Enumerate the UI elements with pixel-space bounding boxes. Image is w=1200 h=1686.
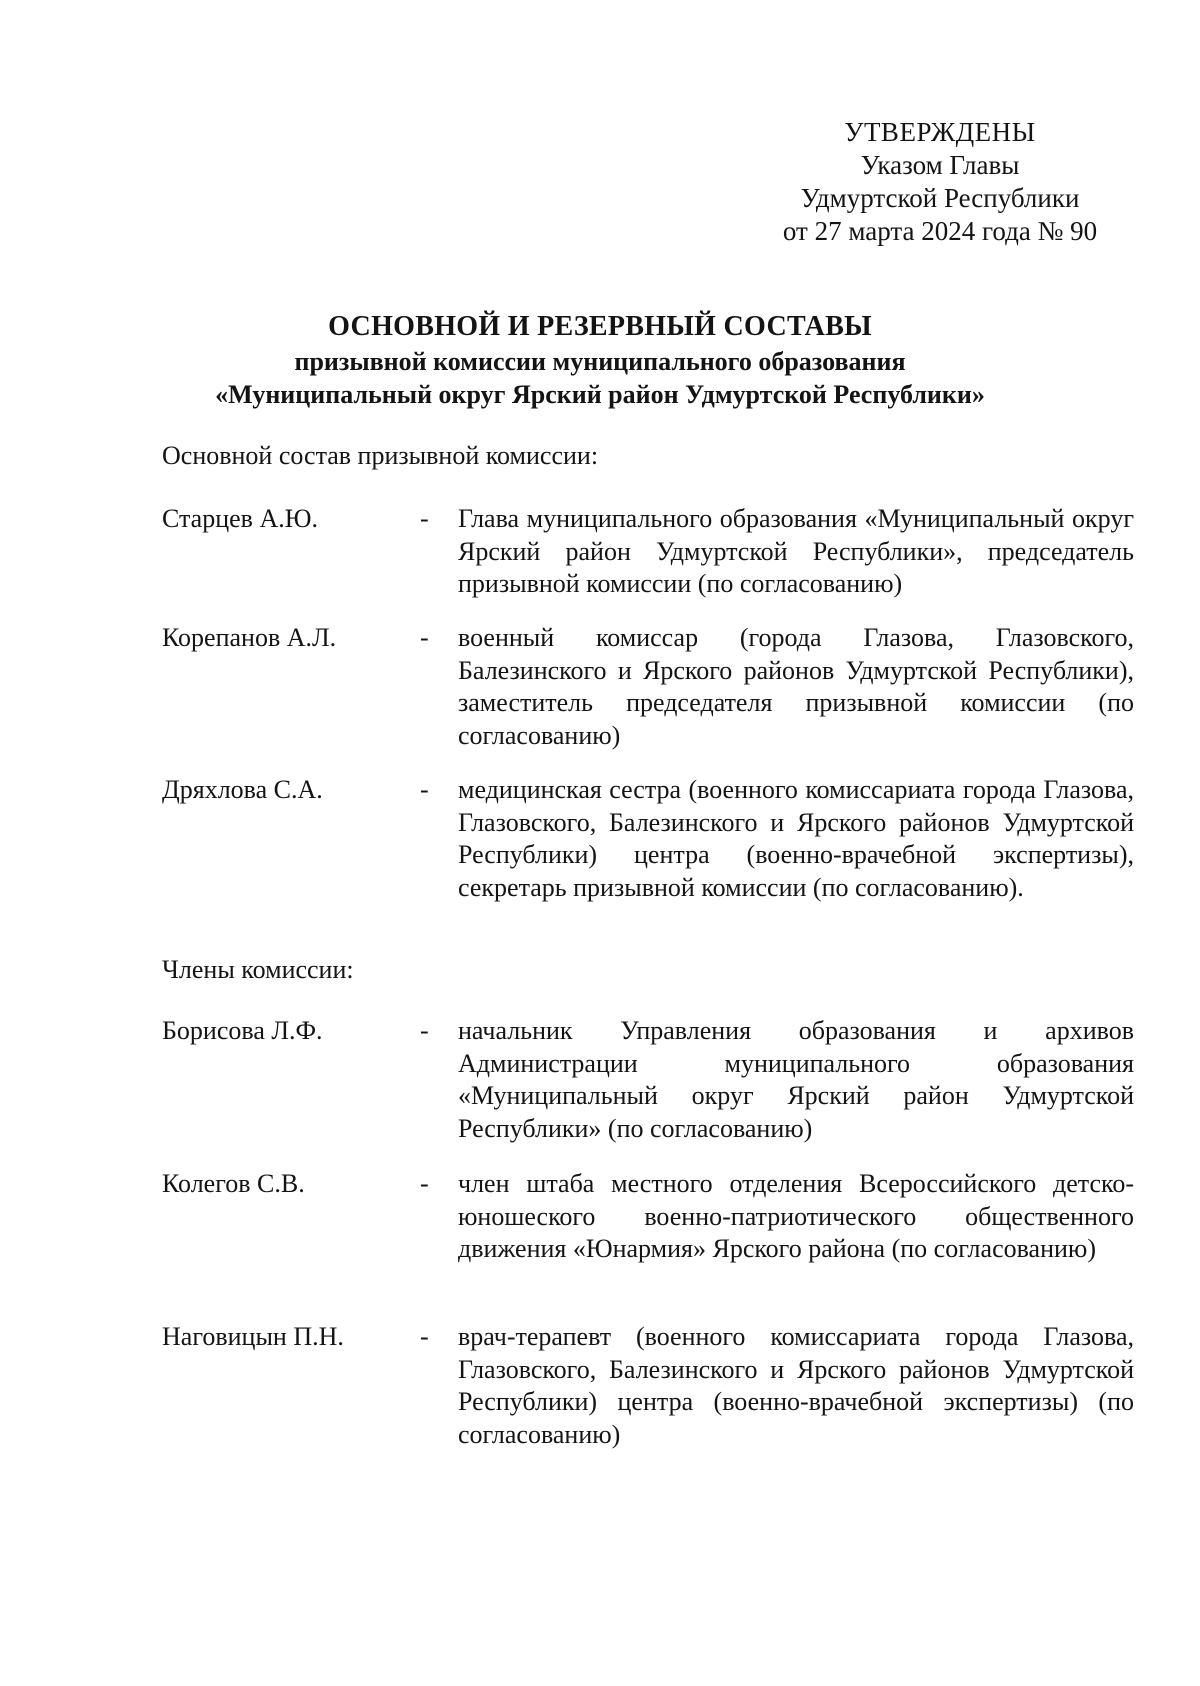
member-name: Дряхлова С.А. [162,775,323,804]
approval-decree-line: Указом Главы [860,150,1020,180]
members-label: Члены комиссии: [162,955,354,984]
member-name: Колегов С.В. [162,1169,305,1198]
member-description: член штаба местного отделения Всероссийского детско-юношеского военно-патриотического общественного движения «Юнармия» Ярского района (по согласованию) [458,1169,1134,1263]
approval-region-line: Удмуртской Республики [800,183,1080,213]
member-description: медицинская сестра (военного комиссариата города Глазова, Глазовского, Балезинского и Ярского районов Удмуртской Республики) центра (военно-врачебной экспертизы), секретарь призывной комиссии (по согласованию). [458,775,1134,902]
document-subtitle-2: «Муниципальный округ Ярский район Удмуртской Республики» [215,380,985,409]
member-description: врач-терапевт (военного комиссариата города Глазова, Глазовского, Балезинского и Ярского районов Удмуртской Республики) центра (военно-врачебной экспертизы) (по согласованию) [458,1322,1134,1449]
member-dash: - [420,1322,429,1351]
member-dash: - [420,775,429,804]
member-dash: - [420,504,429,533]
approval-date-line: от 27 марта 2024 года № 90 [782,216,1098,246]
member-description: начальник Управления образования и архивов Администрации муниципального образования «Муниципальный округ Ярский район Удмуртской Республики» (по согласованию) [458,1016,1134,1143]
member-name: Наговицын П.Н. [162,1322,344,1351]
member-dash: - [420,1016,429,1045]
document-title: ОСНОВНОЙ И РЕЗЕРВНЫЙ СОСТАВЫ [328,311,872,342]
member-name: Корепанов А.Л. [162,623,337,652]
document-title-block [100,309,1100,411]
member-description: Глава муниципального образования «Муниципальный округ Ярский район Удмуртской Республики», председатель призывной комиссии (по согласованию) [458,504,1134,598]
member-dash: - [420,1169,429,1198]
document-subtitle-1: призывной комиссии муниципального образования [294,347,906,376]
member-description: военный комиссар (города Глазова, Глазовского, Балезинского и Ярского районов Удмуртской Республики), заместитель председателя призывной комиссии (по согласованию) [458,623,1134,750]
member-dash: - [420,623,429,652]
member-name: Борисова Л.Ф. [162,1016,323,1045]
approval-stamp-block [770,116,1110,248]
approval-heading: УТВЕРЖДЕНЫ [844,117,1036,147]
member-name: Старцев А.Ю. [162,504,318,533]
main-composition-label: Основной состав призывной комиссии: [162,441,599,470]
